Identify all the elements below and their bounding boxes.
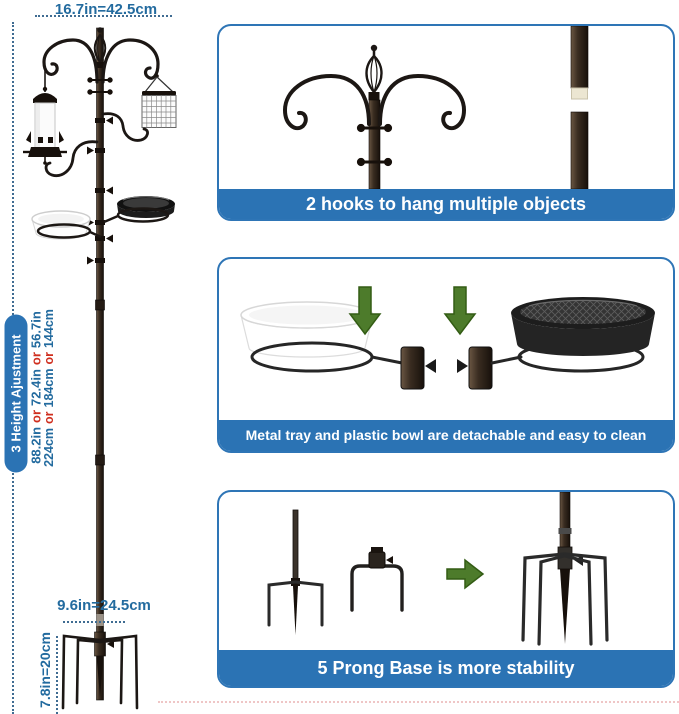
right-hook <box>103 40 158 82</box>
or-word: or <box>42 411 56 424</box>
hooks-illustration <box>219 26 673 189</box>
ground-spike-part <box>269 510 322 635</box>
feature-panel-tray-bowl <box>217 257 675 453</box>
plastic-bowl <box>32 211 101 239</box>
finial-ornament <box>367 45 382 100</box>
or-word: or <box>28 352 44 366</box>
right-hook <box>380 76 464 128</box>
pole-clamp-right <box>457 347 492 389</box>
arrow-right-icon <box>447 560 483 588</box>
base-height-dotted-line <box>56 636 58 714</box>
height-values-cm <box>42 303 56 473</box>
metal-mesh-tray <box>511 297 655 356</box>
center-pole <box>369 100 380 189</box>
height-in-2: 72.4in <box>28 369 44 406</box>
panel-caption: 2 hooks to hang multiple objects <box>219 189 673 219</box>
left-hook <box>44 40 97 82</box>
tray-bowl-illustration <box>219 259 673 423</box>
metal-tray <box>104 196 175 222</box>
u-stabilizer-part <box>352 547 402 610</box>
arrow-down-icon <box>445 287 475 334</box>
height-cm-3: 144cm <box>42 309 56 349</box>
tube-feeder <box>23 70 67 165</box>
height-in-1: 88.2in <box>28 426 44 464</box>
feature-panel-hooks <box>217 24 675 221</box>
base-height-label: 7.8in=20cm <box>37 632 53 708</box>
feature-panel-base <box>217 490 675 688</box>
height-adjustment-badge: 3 Height Ajustment <box>5 315 28 473</box>
left-hook <box>285 76 369 128</box>
bottom-dotted-divider <box>158 701 679 703</box>
pole-clamp-left <box>401 347 436 389</box>
panel-caption: Metal tray and plastic bowl are detachable and easy to clean <box>219 420 673 451</box>
base-width-label: 9.6in=24.5cm <box>57 597 151 614</box>
or-word: or <box>28 409 44 423</box>
height-cm-1: 224cm <box>42 427 56 467</box>
pole-connector-pieces <box>571 26 588 189</box>
assembled-prong-base <box>523 492 607 644</box>
height-in-3: 56.7in <box>28 311 44 349</box>
or-word: or <box>42 352 56 365</box>
base-width-dotted-line <box>63 621 125 623</box>
height-cm-2: 184cm <box>42 368 56 408</box>
prong-base-illustration <box>219 492 673 654</box>
panel-caption: 5 Prong Base is more stability <box>219 650 673 686</box>
top-width-label: 16.7in=42.5cm <box>54 1 158 18</box>
mesh-cage-feeder <box>142 74 176 127</box>
